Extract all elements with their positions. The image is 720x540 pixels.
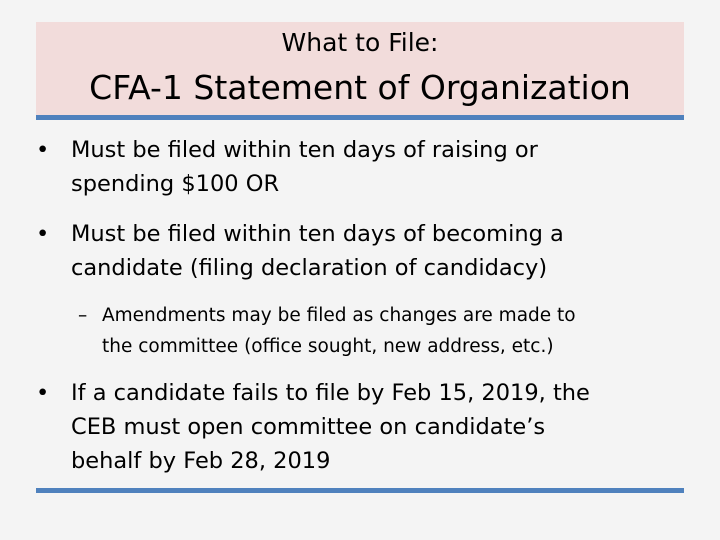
sub-bullet-text	[102, 300, 688, 362]
bullet-filing-deadline-candidate	[36, 217, 686, 285]
sub-bullet-amendments	[78, 300, 688, 362]
sub-bullet-marker: –	[78, 305, 88, 326]
bullet-marker: •	[36, 137, 50, 163]
bullet-line: candidate (filing declaration of candidacy)	[71, 255, 548, 281]
slide-title: CFA-1 Statement of Organization	[89, 68, 631, 107]
bullet-line: Must be filed within ten days of raising or	[71, 137, 538, 163]
bullet-text	[71, 376, 686, 478]
bullet-line: behalf by Feb 28, 2019	[71, 448, 331, 474]
title-kicker: What to File:	[281, 28, 439, 57]
bullet-text	[71, 133, 686, 201]
bullet-line: If a candidate fails to file by Feb 15, 2019, the	[71, 380, 590, 406]
bullet-line: spending $100 OR	[71, 171, 280, 197]
bullet-line: Must be filed within ten days of becoming a	[71, 221, 564, 247]
footer-divider	[36, 488, 684, 493]
sub-bullet-line: Amendments may be filed as changes are made to	[102, 305, 576, 326]
bullet-text	[71, 217, 686, 285]
bullet-ceb-open-committee	[36, 376, 686, 478]
bullet-marker: •	[36, 221, 50, 247]
bullet-filing-deadline-raising	[36, 133, 686, 201]
bullet-marker: •	[36, 380, 50, 406]
sub-bullet-line: the committee (office sought, new address, etc.)	[102, 336, 554, 357]
bullet-line: CEB must open committee on candidate’s	[71, 414, 546, 440]
